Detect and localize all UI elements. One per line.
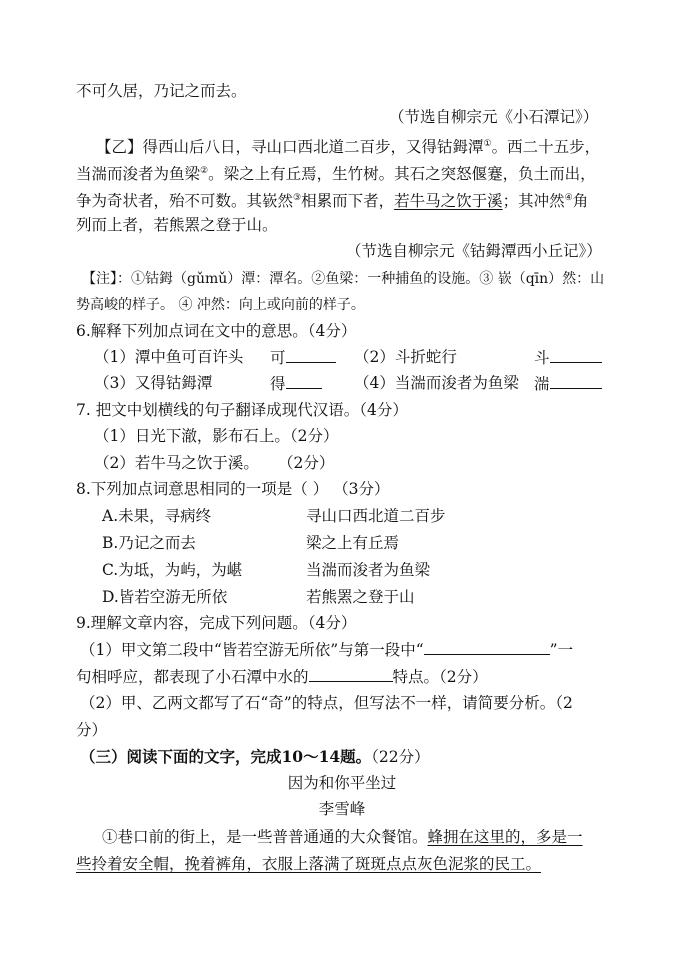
answer-blank <box>550 372 602 389</box>
question-8: 8.下列加点词意思相同的一项是（ ） （3分） <box>76 480 390 498</box>
text-line: 当湍而浚者为鱼梁②。梁之上有丘焉，生竹树。其石之突怒偃蹇，负土而出， <box>76 165 596 184</box>
question-9: 9.理解文章内容，完成下列问题。（4分） <box>76 614 357 632</box>
option-c: C.为坻，为屿，为嵁 <box>102 561 243 579</box>
answer-blank <box>424 638 550 655</box>
question-item: （2分） <box>278 454 335 472</box>
underlined-sentence: 若牛马之饮于溪 <box>394 192 503 211</box>
question-item: （4）当湍而浚者为鱼梁 <box>354 374 519 392</box>
text-line: 不可久居，乃记之而去。 <box>76 82 247 100</box>
question-item: （2）若牛马之饮于溪。 <box>94 454 259 472</box>
option-d-pair: 若熊罴之登于山 <box>306 588 415 606</box>
paragraph-line <box>76 853 684 875</box>
question-item: 句相呼应，都表现了小石潭中水的 特点。（2分） <box>76 665 684 688</box>
answer-blank <box>550 346 602 363</box>
option-b: B.乃记之而去 <box>102 534 196 552</box>
option-a-pair: 寻山口西北道二百步 <box>306 507 446 525</box>
section-heading: （三）阅读下面的文字，完成10～14题。（22分） <box>80 747 430 766</box>
question-item: （3）又得钴鉧潭 <box>94 374 213 392</box>
answer-blank <box>286 346 336 363</box>
question-item: （1）日光下澈，影布石上。（2分） <box>94 427 339 445</box>
answer-blank <box>286 372 322 389</box>
question-item: （2）斗折蛇行 <box>354 348 457 366</box>
paragraph-line: ①巷口前的街上，是一些普普通通的大众餐馆。蜂拥在这里的，多是一 <box>102 828 583 846</box>
option-c-pair: 当湍而浚者为鱼梁 <box>306 561 431 579</box>
question-item: 湍 <box>534 372 602 395</box>
option-a: A.未果，寻病终 <box>102 507 212 525</box>
question-6: 6.解释下列加点词在文中的意思。（4分） <box>76 322 357 340</box>
option-b-pair: 梁之上有丘焉 <box>306 534 400 552</box>
question-item: （1）甲文第二段中“皆若空游无所依”与第一段中“ ”一 <box>80 638 684 661</box>
answer-blank <box>309 665 393 682</box>
article-author: 李雪峰 <box>318 800 366 818</box>
article-title: 因为和你平坐过 <box>287 774 397 792</box>
underlined-sentence: 些拎着安全帽，挽着裤角，衣服上落满了斑斑点点灰色泥浆的民工。 <box>76 855 542 873</box>
annotation-note: 【注】：①钴鉧（gǔmǔ）潭：潭名。②鱼梁：一种捕鱼的设施。③ 嵚（qīn）然：山 <box>82 271 605 287</box>
source-citation: （节选自柳宗元《钴鉧潭西小丘记》） <box>346 242 602 260</box>
text-line: 【乙】得西山后八日，寻山口西北道二百步，又得钴鉧潭①。西二十五步， <box>96 138 601 157</box>
text-line: 列而上者，若熊罴之登于山。 <box>76 216 278 234</box>
question-item: （1）潭中鱼可百许头 <box>94 348 244 366</box>
option-d: D.皆若空游无所依 <box>102 588 228 606</box>
question-item: （2）甲、乙两文都写了石“奇”的特点，但写法不一样，请简要分析。（2 <box>80 694 573 712</box>
question-item: 分） <box>76 721 108 739</box>
question-item: 得 <box>270 372 322 395</box>
source-citation: （节选自柳宗元《小石潭记》） <box>389 108 599 126</box>
underlined-sentence: 蜂拥在这里的，多是一 <box>427 828 583 846</box>
question-item: 可 <box>270 346 336 369</box>
question-item: 斗 <box>534 346 602 369</box>
text-line: 争为奇状者，殆不可数。其嵚然③相累而下者，若牛马之饮于溪；其冲然④角 <box>76 192 589 211</box>
annotation-note: 势高峻的样子。 ④ 冲然：向上或向前的样子。 <box>76 297 365 313</box>
question-7: 7. 把文中划横线的句子翻译成现代汉语。（4分） <box>76 401 408 419</box>
